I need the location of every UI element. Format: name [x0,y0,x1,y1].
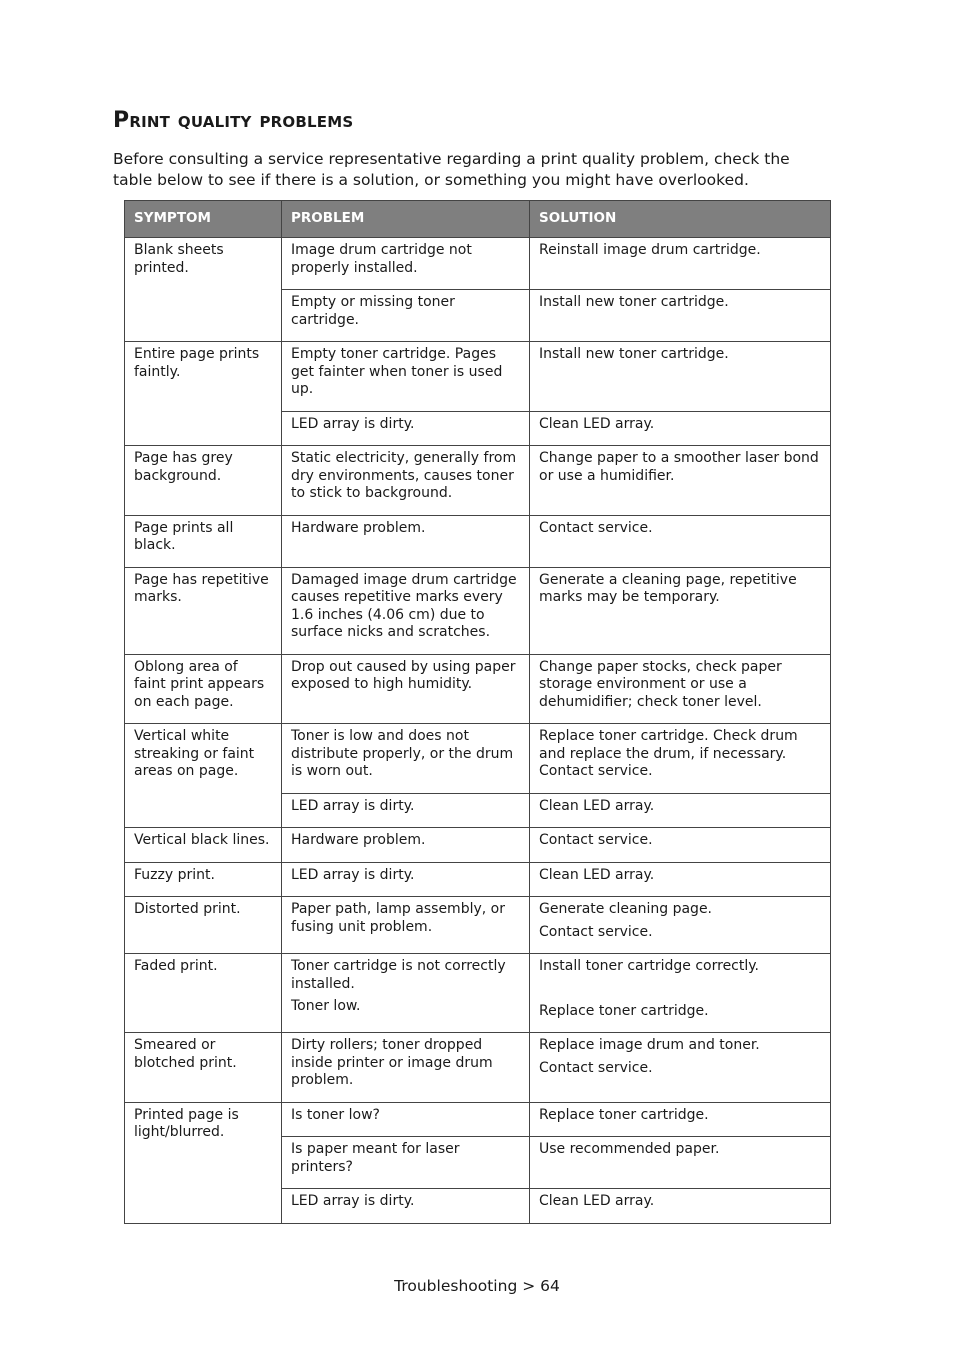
solution-cell: Contact service. [530,828,831,863]
problem-cell: Image drum cartridge not properly installed. [282,238,530,290]
table-row [125,1102,831,1137]
page-footer: Troubleshooting > 64 [394,1277,560,1295]
solution-line: Contact service. [539,1059,653,1076]
solution-line: Replace image drum and toner. [539,1037,760,1053]
intro-paragraph: Before consulting a service representative regarding a print quality problem, check the table below to see if there is a solution, or something you might have overlooked. [113,150,790,189]
table-row [125,828,831,863]
table-row [125,342,831,412]
table-row [125,567,831,654]
problem-cell: Is toner low? [282,1102,530,1137]
solution-cell: Change paper to a smoother laser bond or use a humidifier. [530,446,831,516]
table-header-row [125,201,831,238]
problem-cell: Dirty rollers; toner dropped inside printer or image drum problem. [282,1033,530,1103]
symptom-cell: Page prints all black. [125,515,282,567]
problem-line: Toner low. [291,998,361,1014]
problem-cell: Static electricity, generally from dry environments, causes toner to stick to background. [282,446,530,516]
table-row [125,446,831,516]
symptom-cell: Vertical white streaking or faint areas on page. [125,724,282,828]
solution-cell: Replace toner cartridge. [530,1102,831,1137]
symptom-cell: Smeared or blotched print. [125,1033,282,1103]
solution-cell: Use recommended paper. [530,1137,831,1189]
print-quality-table [124,200,831,1224]
problem-cell: Empty or missing toner cartridge. [282,290,530,342]
table-row [125,1033,831,1103]
header-solution: SOLUTION [530,201,831,238]
problem-cell: Drop out caused by using paper exposed to high humidity. [282,654,530,724]
solution-cell: Install new toner cartridge. [530,342,831,412]
symptom-cell: Fuzzy print. [125,862,282,897]
symptom-cell: Faded print. [125,954,282,1033]
solution-cell: Install new toner cartridge. [530,290,831,342]
problem-cell [282,954,530,1033]
solution-cell: Generate a cleaning page, repetitive marks may be temporary. [530,567,831,654]
problem-cell: LED array is dirty. [282,411,530,446]
table-row [125,654,831,724]
problem-cell: Paper path, lamp assembly, or fusing unit problem. [282,897,530,954]
symptom-cell: Vertical black lines. [125,828,282,863]
problem-cell: Hardware problem. [282,515,530,567]
solution-cell: Clean LED array. [530,1189,831,1224]
symptom-cell: Oblong area of faint print appears on each page. [125,654,282,724]
table-row [125,897,831,954]
symptom-cell: Distorted print. [125,897,282,954]
problem-cell: Hardware problem. [282,828,530,863]
header-symptom: SYMPTOM [125,201,282,238]
table-row [125,862,831,897]
problem-cell: LED array is dirty. [282,862,530,897]
problem-cell: LED array is dirty. [282,793,530,828]
table-row [125,515,831,567]
solution-cell [530,1033,831,1103]
solution-cell: Change paper stocks, check paper storage environment or use a dehumidifier; check toner level. [530,654,831,724]
solution-line: Generate cleaning page. [539,901,713,917]
table-row [125,954,831,1033]
symptom-cell: Blank sheets printed. [125,238,282,342]
solution-cell [530,897,831,954]
solution-line: Replace toner cartridge. [539,1002,709,1019]
header-problem: PROBLEM [282,201,530,238]
symptom-cell: Page has grey background. [125,446,282,516]
page-title: Print quality problems [113,108,354,133]
problem-cell: Is paper meant for laser printers? [282,1137,530,1189]
solution-line: Install toner cartridge correctly. [539,958,759,974]
symptom-cell: Entire page prints faintly. [125,342,282,446]
symptom-cell: Printed page is light/blurred. [125,1102,282,1223]
solution-cell: Contact service. [530,515,831,567]
solution-cell [530,954,831,1033]
problem-cell: LED array is dirty. [282,1189,530,1224]
problem-line: Toner cartridge is not correctly installed. [291,958,506,992]
solution-cell: Clean LED array. [530,862,831,897]
table-row [125,724,831,794]
solution-cell: Replace toner cartridge. Check drum and replace the drum, if necessary. Contact service. [530,724,831,794]
solution-cell: Clean LED array. [530,411,831,446]
solution-cell: Clean LED array. [530,793,831,828]
problem-cell: Damaged image drum cartridge causes repetitive marks every 1.6 inches (4.06 cm) due to surface nicks and scratches. [282,567,530,654]
symptom-cell: Page has repetitive marks. [125,567,282,654]
solution-cell: Reinstall image drum cartridge. [530,238,831,290]
problem-cell: Empty toner cartridge. Pages get fainter when toner is used up. [282,342,530,412]
problem-cell: Toner is low and does not distribute properly, or the drum is worn out. [282,724,530,794]
table-row [125,238,831,290]
solution-line: Contact service. [539,923,653,940]
